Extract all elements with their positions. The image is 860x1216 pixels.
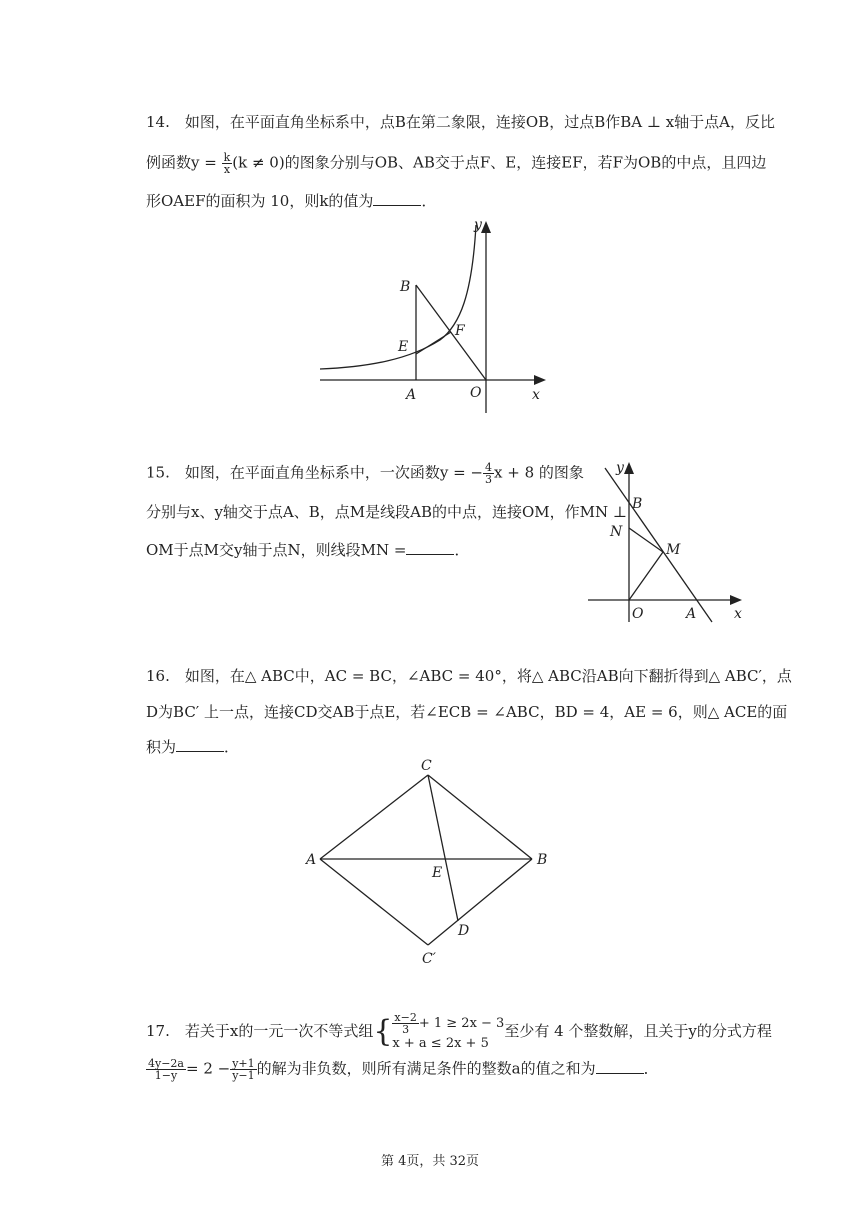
q14-fraction — [222, 152, 233, 175]
q17-eq-mid: = 2 − — [186, 1059, 231, 1078]
q15-figure — [580, 450, 755, 634]
answer-blank — [176, 737, 224, 752]
q17-ineq1 — [392, 1012, 504, 1035]
q15-label-x: x — [734, 606, 742, 622]
q15-frac-num: 4 — [485, 461, 493, 474]
q14-label-y: y — [474, 217, 482, 233]
q17-brace: { — [373, 1014, 393, 1049]
q17-line1-pre: 17. 若关于x的一元一次不等式组 — [146, 1022, 374, 1040]
q16-line2: D为BC′ 上一点，连接CD交AB于点E，若∠ECB = ∠ABC，BD = 4，AE = 6，则△ ACE的面 — [146, 703, 788, 721]
q15-frac-den: 3 — [485, 473, 493, 486]
q14-label-E: E — [398, 339, 409, 355]
q14-label-A: A — [406, 387, 417, 403]
q17-line1-post: 至少有 4 个整数解，且关于y的分式方程 — [504, 1022, 772, 1040]
q16-label-Cprime: C′ — [422, 951, 436, 967]
q15-label-N: N — [610, 524, 623, 540]
q17-eq-right-num: y+1 — [232, 1057, 255, 1070]
q14-label-O: O — [470, 385, 482, 401]
q15-label-M: M — [666, 542, 681, 558]
q14-figure — [310, 215, 550, 419]
q15-label-O: O — [632, 606, 644, 622]
q16-figure — [300, 755, 560, 974]
q17-eq-right-fraction — [230, 1058, 256, 1081]
q14-line1: 14. 如图，在平面直角坐标系中，点B在第二象限，连接OB，过点B作BA ⊥ x轴于点A，反比 — [146, 113, 776, 131]
q16-label-B: B — [537, 852, 548, 868]
q16-label-A: A — [306, 852, 317, 868]
q16-line3-end: ． — [224, 738, 240, 756]
q17-line2-end: ． — [643, 1059, 659, 1078]
q16-line3 — [146, 737, 239, 757]
q17-eq-left-den: 1−y — [154, 1069, 178, 1082]
q14-frac-den: x — [223, 163, 231, 176]
answer-blank — [406, 540, 454, 555]
q16-line1: 16. 如图，在△ ABC中，AC = BC，∠ABC = 40°，将△ ABC沿AB向下翻折得到△ ABC′，点 — [146, 667, 792, 685]
q15-line3-text: OM于点M交y轴于点N，则线段MN = — [146, 541, 407, 559]
q17-ineq2: x + a ≤ 2x + 5 — [392, 1036, 489, 1051]
q14-line3-text: 形OAEF的面积为 10，则k的值为 — [146, 192, 374, 210]
q17-eq-right-den: y−1 — [232, 1069, 255, 1082]
q16-label-E: E — [432, 865, 443, 881]
q14-label-B: B — [400, 279, 411, 295]
q17-ineq1-post: + 1 ≥ 2x − 3 — [418, 1016, 505, 1031]
q17-ineq1-den: 3 — [402, 1023, 410, 1036]
q16-line3-text: 积为 — [146, 738, 177, 756]
q14-line3-end: ． — [421, 192, 437, 210]
q15-label-B: B — [632, 496, 643, 512]
q15-line3-end: ． — [454, 541, 470, 559]
q14-line2 — [146, 152, 766, 175]
q14-frac-num: k — [223, 151, 231, 164]
q14-line2-pre: 例函数y = — [146, 153, 222, 172]
q15-line1-pre: 15. 如图，在平面直角坐标系中，一次函数y = − — [146, 463, 484, 482]
q14-line3 — [146, 191, 436, 211]
q17-line2 — [146, 1058, 659, 1081]
q15-line1-post: x + 8 的图象 — [494, 463, 584, 482]
answer-blank — [373, 191, 421, 206]
q15-line1 — [146, 462, 584, 485]
q16-label-D: D — [458, 923, 470, 939]
q15-line2: 分别与x、y轴交于点A、B，点M是线段AB的中点，连接OM，作MN ⊥ — [146, 503, 628, 521]
q14-label-F: F — [455, 323, 465, 339]
q17-ineq1-num: x−2 — [394, 1011, 417, 1024]
q17-eq-left-fraction — [146, 1058, 186, 1081]
q17-line1 — [146, 1012, 772, 1052]
q17-line2-post: 的解为非负数，则所有满足条件的整数a的值之和为 — [256, 1059, 596, 1078]
q16-label-C: C — [421, 758, 432, 774]
page-footer: 第 4页，共 32页 — [380, 1154, 480, 1169]
q14-line2-post: (k ≠ 0)的图象分别与OB、AB交于点F、E，连接EF，若F为OB的中点，且四边 — [232, 153, 767, 172]
q14-label-x: x — [532, 387, 540, 403]
q17-ineq1-fraction — [392, 1012, 418, 1035]
q15-fraction — [483, 462, 494, 485]
q17-eq-left-num: 4y−2a — [148, 1057, 184, 1070]
q17-inequality-system — [392, 1012, 504, 1052]
q15-label-A: A — [686, 606, 697, 622]
q15-line3 — [146, 540, 469, 560]
answer-blank — [596, 1059, 644, 1074]
q15-label-y: y — [616, 460, 624, 476]
